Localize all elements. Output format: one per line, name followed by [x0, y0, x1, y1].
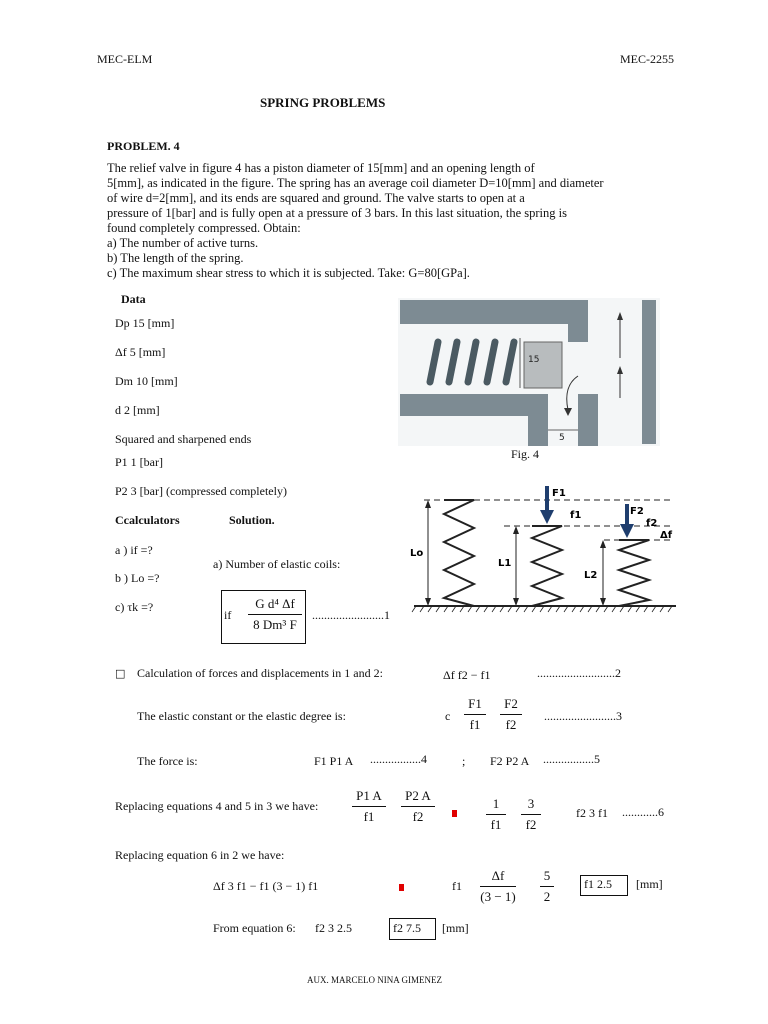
r-frac2 — [401, 788, 435, 825]
r-d4: f2 — [525, 817, 537, 832]
statement-line: The relief valve in figure 4 has a piston diameter of 15[mm] and an opening length of — [107, 161, 535, 175]
eq1-fraction — [248, 596, 302, 633]
label-df: Δf — [660, 530, 673, 541]
r-d3: f1 — [490, 817, 502, 832]
label-l2: L2 — [584, 570, 598, 581]
data-dp: Dp 15 [mm] — [115, 316, 175, 330]
r-d1: f1 — [363, 809, 375, 824]
statement-line: b) The length of the spring. — [107, 251, 244, 265]
from6-text: From equation 6: — [213, 921, 296, 935]
r-frac4 — [521, 796, 541, 833]
result-f2: f2 7.5 — [393, 921, 421, 935]
data-p2: P2 3 [bar] (compressed completely) — [115, 484, 287, 498]
data-ends: Squared and sharpened ends — [115, 432, 252, 446]
eq7-den: (3 − 1) — [480, 889, 516, 904]
eq5-ref: .................5 — [543, 752, 600, 766]
eq3-n1: F1 — [468, 696, 482, 711]
eq7: Δf 3 f1 − f1 (3 − 1) f1 — [213, 879, 319, 893]
label-lo: Lo — [410, 548, 424, 559]
statement-line: of wire d=2[mm], and its ends are squared and ground. The valve starts to open at a — [107, 191, 525, 205]
statement-line: a) The number of active turns. — [107, 236, 259, 250]
replace-45-text: Replacing equations 4 and 5 in 3 we have: — [115, 799, 319, 813]
statement-line: found completely compressed. Obtain: — [107, 221, 301, 235]
implies-marker — [452, 810, 457, 817]
valve-dim-5: 5 — [559, 433, 565, 443]
r-n4: 3 — [527, 796, 535, 811]
data-p1: P1 1 [bar] — [115, 455, 163, 469]
eq4-ref: .................4 — [370, 752, 427, 766]
page-title: SPRING PROBLEMS — [260, 95, 386, 110]
figure-caption: Fig. 4 — [511, 447, 540, 461]
r-n1: P1 A — [356, 788, 382, 803]
part-a-heading: a) Number of elastic coils: — [213, 557, 341, 571]
r-n2: P2 A — [405, 788, 431, 803]
elastic-text: The elastic constant or the elastic degree is: — [137, 709, 346, 723]
data-d: d 2 [mm] — [115, 403, 160, 417]
eq1-lhs: if — [224, 608, 232, 622]
eq3-d2: f2 — [505, 717, 517, 732]
statement-line: pressure of 1[bar] and is fully open at a pressure of 3 bars. In this last situation, the spring is — [107, 206, 567, 220]
eq7-num2: 5 — [543, 868, 551, 883]
result-f1: f1 2.5 — [584, 877, 612, 891]
calc-a: a ) if =? — [115, 543, 153, 557]
eq7-num: Δf — [491, 868, 505, 883]
problem-heading: PROBLEM. 4 — [107, 139, 180, 153]
data-dm: Dm 10 [mm] — [115, 374, 178, 388]
eq5: F2 P2 A — [490, 754, 530, 768]
statement-line: c) The maximum shear stress to which it is subjected. Take: G=80[GPa]. — [107, 266, 470, 280]
eq4: F1 P1 A — [314, 754, 354, 768]
statement-line: 5[mm], as indicated in the figure. The spring has an average coil diameter D=10[mm] and diameter — [107, 176, 604, 190]
eq7-den2: 2 — [543, 889, 551, 904]
label-f2: f2 — [646, 518, 658, 529]
calc-f2: f2 3 2.5 — [315, 921, 352, 935]
label-f2-force: F2 — [630, 506, 644, 517]
valve-dim-15: 15 — [528, 355, 540, 365]
eq6: f2 3 f1 — [576, 806, 608, 820]
eq3-frac2 — [500, 696, 522, 733]
valve-figure — [398, 298, 660, 446]
eq7-f1: f1 — [452, 879, 462, 893]
problem-statement — [107, 161, 647, 281]
label-f1-force: F1 — [552, 488, 566, 499]
label-l1: L1 — [498, 558, 512, 569]
eq3-d1: f1 — [469, 717, 481, 732]
eq3-frac1 — [464, 696, 486, 733]
bullet-icon: □ — [115, 667, 126, 680]
eq1-denominator: 8 Dm³ F — [253, 617, 297, 632]
eq1-ref: ........................1 — [312, 608, 390, 622]
r-frac1 — [352, 788, 386, 825]
calc-b: b ) Lo =? — [115, 571, 160, 585]
eq3-n2: F2 — [504, 696, 518, 711]
header-right: MEC-2255 — [620, 52, 674, 66]
eq3-c: c — [445, 709, 451, 723]
data-heading: Data — [121, 292, 146, 306]
calc-c: c) τk =? — [115, 600, 154, 614]
eq7-frac1 — [480, 868, 516, 905]
implies-marker — [399, 884, 404, 891]
eq3-ref: ........................3 — [544, 709, 622, 723]
eq7-frac2 — [540, 868, 554, 905]
label-f1: f1 — [570, 510, 582, 521]
result-f2-unit: [mm] — [442, 921, 469, 935]
eq2-ref: ..........................2 — [537, 666, 621, 680]
r-d2: f2 — [412, 809, 424, 824]
result-f1-unit: [mm] — [636, 877, 663, 891]
footer: AUX. MARCELO NINA GIMENEZ — [307, 975, 442, 985]
eq2: Δf f2 − f1 — [443, 668, 491, 682]
r-n3: 1 — [492, 796, 500, 811]
calculators-heading: Ccalculators — [115, 513, 180, 527]
header-left: MEC-ELM — [97, 52, 153, 66]
solution-heading: Solution. — [229, 513, 275, 527]
spring-diagram — [404, 486, 680, 614]
force-text: The force is: — [137, 754, 198, 768]
data-df: Δf 5 [mm] — [115, 345, 166, 359]
eq6-ref: ............6 — [622, 805, 664, 819]
replace-6-text: Replacing equation 6 in 2 we have: — [115, 848, 285, 862]
r-frac3 — [486, 796, 506, 833]
semicolon: ; — [462, 754, 466, 768]
eq1-numerator: G d⁴ Δf — [255, 596, 295, 611]
step-forces-text: Calculation of forces and displacements in 1 and 2: — [137, 666, 383, 680]
